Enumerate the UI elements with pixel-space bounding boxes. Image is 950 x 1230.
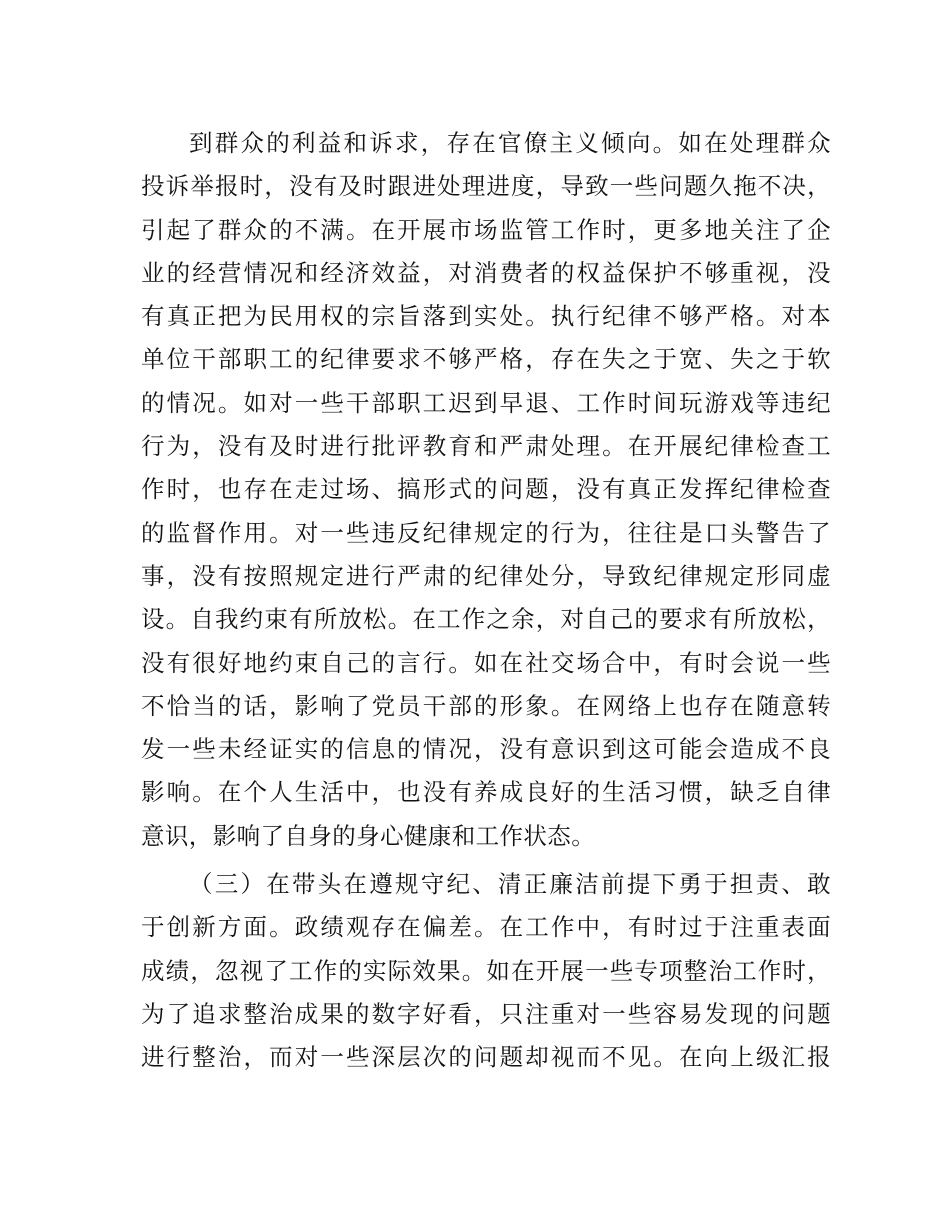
text-line: 有真正把为民用权的宗旨落到实处。执行纪律不够严格。对本 (141, 302, 831, 331)
text-line: （三）在带头在遵规守纪、清正廉洁前提下勇于担责、敢 (189, 870, 831, 898)
text-line: 没有很好地约束自己的言行。如在社交场合中，有时会说一些 (141, 648, 831, 677)
text-line: 的情况。如对一些干部职工迟到早退、工作时间玩游戏等违纪 (141, 388, 831, 417)
text-line: 为了追求整治成果的数字好看，只注重对一些容易发现的问题 (141, 999, 831, 1028)
text-line: 行为，没有及时进行批评教育和严肃处理。在开展纪律检查工 (141, 432, 831, 461)
text-line: 设。自我约束有所放松。在工作之余，对自己的要求有所放松， (141, 605, 831, 634)
paragraph-discipline-issues (141, 122, 831, 858)
paragraph-section-three (141, 863, 831, 1079)
text-line: 引起了群众的不满。在开展市场监管工作时，更多地关注了企 (141, 215, 831, 244)
text-line: 影响。在个人生活中，也没有养成良好的生活习惯，缺乏自律 (141, 778, 831, 807)
text-line: 于创新方面。政绩观存在偏差。在工作中，有时过于注重表面 (141, 913, 831, 942)
text-line: 进行整治，而对一些深层次的问题却视而不见。在向上级汇报 (141, 1043, 831, 1072)
text-line: 成绩，忽视了工作的实际效果。如在开展一些专项整治工作时， (141, 956, 831, 985)
text-line: 事，没有按照规定进行严肃的纪律处分，导致纪律规定形同虚 (141, 561, 831, 590)
text-line: 单位干部职工的纪律要求不够严格，存在失之于宽、失之于软 (141, 345, 831, 374)
text-line: 业的经营情况和经济效益，对消费者的权益保护不够重视，没 (141, 258, 831, 287)
text-line: 投诉举报时，没有及时跟进处理进度，导致一些问题久拖不决， (141, 172, 831, 201)
text-line: 作时，也存在走过场、搞形式的问题，没有真正发挥纪律检查 (141, 475, 831, 504)
text-line: 不恰当的话，影响了党员干部的形象。在网络上也存在随意转 (141, 691, 831, 720)
text-line: 发一些未经证实的信息的情况，没有意识到这可能会造成不良 (141, 735, 831, 764)
text-line: 到群众的利益和诉求，存在官僚主义倾向。如在处理群众 (189, 129, 831, 157)
text-line: 的监督作用。对一些违反纪律规定的行为，往往是口头警告了 (141, 518, 831, 547)
text-line: 意识，影响了自身的身心健康和工作状态。 (141, 821, 596, 850)
